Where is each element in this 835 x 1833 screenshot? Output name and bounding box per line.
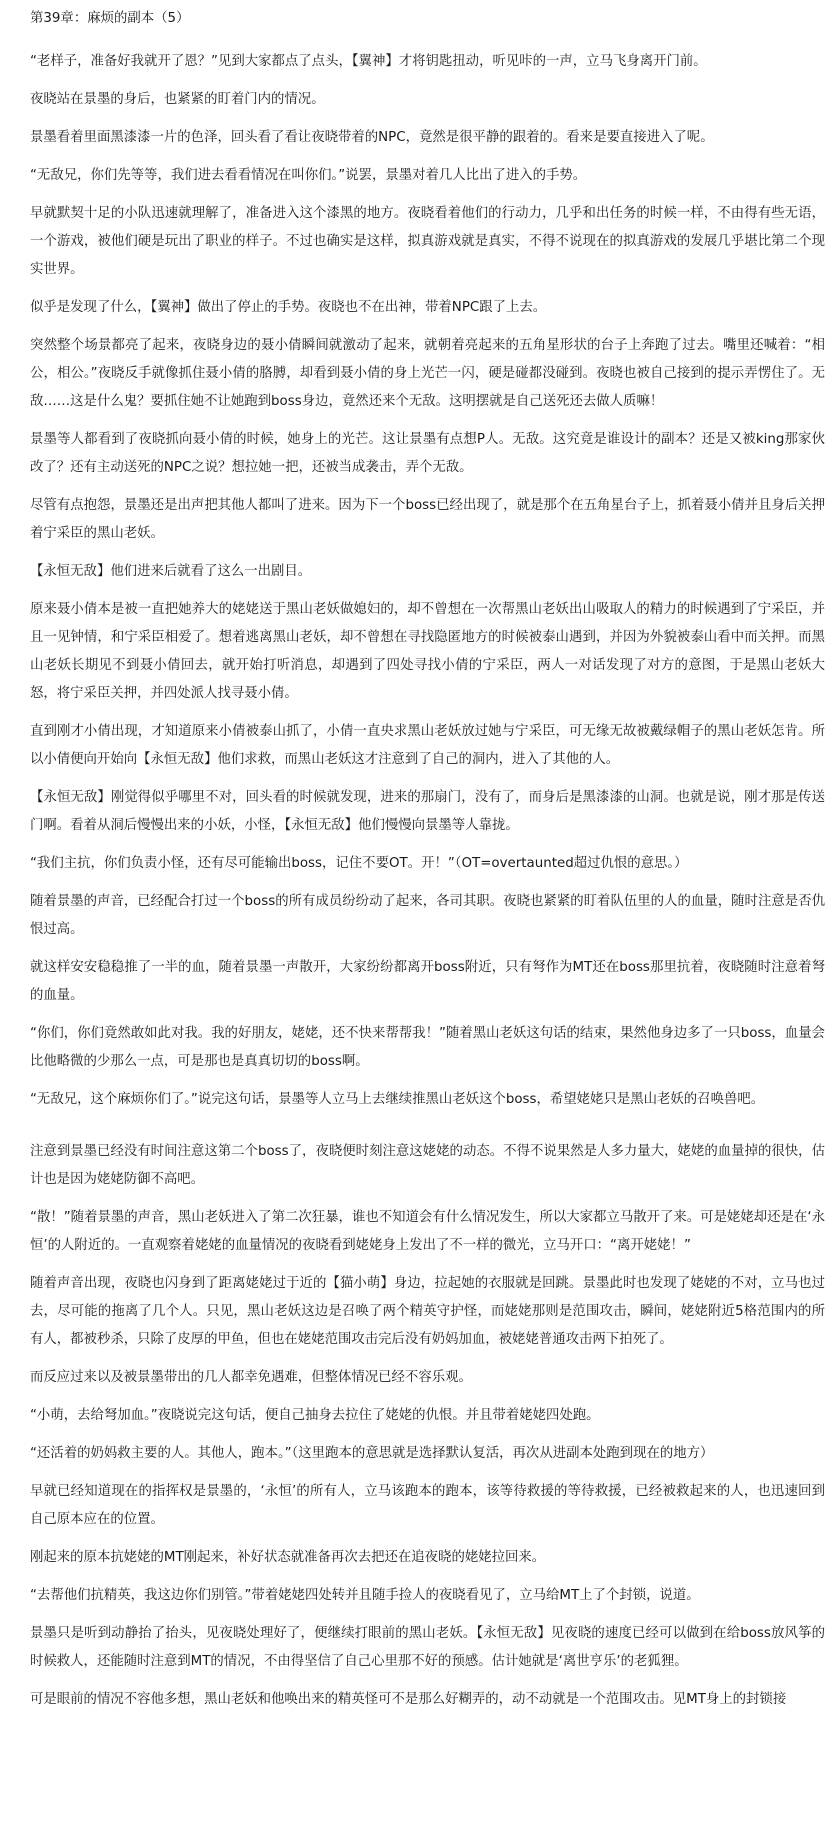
paragraph: “小萌，去给弩加血。”夜晓说完这句话，便自己抽身去拉住了姥姥的仇恨。并且带着姥姥四处跑。 bbox=[30, 1408, 600, 1423]
paragraph: 原来聂小倩本是被一直把她养大的姥姥送于黑山老妖做媳妇的，却不曾想在一次帮黑山老妖出山吸取人的精力的时候遇到了宁采臣，并且一见钟情，和宁采臣相爱了。想着逃离黑山老妖，却不曾想在寻找隐匿地方的时候被泰山遇到，并因为外貌被泰山看中而关押。而黑山老妖长期见不到聂小倩回去，就开始打听消息，却遇到了四处寻找小倩的宁采臣，两人一对话发现了对方的意图，于是黑山老妖大怒，将宁采臣关押，并四处派人找寻聂小倩。 bbox=[30, 602, 825, 701]
paragraph: 早就默契十足的小队迅速就理解了，准备进入这个漆黑的地方。夜晓看着他们的行动力，几乎和出任务的时候一样，不由得有些无语，一个游戏，被他们硬是玩出了职业的样子。不过也确实是这样，拟真游戏就是真实，不得不说现在的拟真游戏的发展几乎堪比第二个现实世界。 bbox=[30, 206, 825, 277]
paragraph: 直到刚才小倩出现，才知道原来小倩被泰山抓了，小倩一直央求黑山老妖放过她与宁采臣，可无缘无故被戴绿帽子的黑山老妖怎肯。所以小倩便向开始向【永恒无敌】他们求救，而黑山老妖这才注意到了自己的洞内，进入了其他的人。 bbox=[30, 724, 825, 767]
chapter-title: 第39章：麻烦的副本（5） bbox=[30, 11, 190, 26]
paragraph: 随着声音出现，夜晓也闪身到了距离姥姥过于近的【猫小萌】身边，拉起她的衣服就是回跳。景墨此时也发现了姥姥的不对，立马也过去，尽可能的拖离了几个人。只见，黑山老妖这边是召唤了两个精英守护怪，而姥姥那则是范围攻击，瞬间，姥姥附近5格范围内的所有人，都被秒杀，只除了皮厚的甲鱼，但也在姥姥范围攻击完后没有奶妈加血，被姥姥普通攻击两下拍死了。 bbox=[30, 1276, 825, 1347]
paragraph: “我们主抗，你们负责小怪，还有尽可能输出boss，记住不要OT。开！”（OT=overtaunted超过仇恨的意思。） bbox=[30, 856, 688, 871]
paragraph: 就这样安安稳稳推了一半的血，随着景墨一声散开，大家纷纷都离开boss附近，只有弩作为MT还在boss那里抗着，夜晓随时注意着弩的血量。 bbox=[30, 960, 825, 1003]
paragraph: “无敌兄，这个麻烦你们了。”说完这句话，景墨等人立马上去继续推黑山老妖这个boss，希望姥姥只是黑山老妖的召唤兽吧。 bbox=[30, 1092, 765, 1107]
paragraph: 夜晓站在景墨的身后，也紧紧的盯着门内的情况。 bbox=[30, 92, 325, 107]
paragraph: 【永恒无敌】他们进来后就看了这么一出剧目。 bbox=[30, 564, 312, 579]
paragraph-gap bbox=[30, 1124, 825, 1138]
paragraph: 随着景墨的声音，已经配合打过一个boss的所有成员纷纷动了起来，各司其职。夜晓也紧紧的盯着队伍里的人的血量，随时注意是否仇恨过高。 bbox=[30, 894, 825, 937]
paragraph: “散！”随着景墨的声音，黑山老妖进入了第二次狂暴，谁也不知道会有什么情况发生，所以大家都立马散开了来。可是姥姥却还是在‘永恒’的人附近的。一直观察着姥姥的血量情况的夜晓看到姥姥身上发出了不一样的微光，立马开口：“离开姥姥！” bbox=[30, 1210, 825, 1253]
paragraph: 而反应过来以及被景墨带出的几人都幸免遇难，但整体情况已经不容乐观。 bbox=[30, 1370, 472, 1385]
paragraph: “无敌兄，你们先等等，我们进去看看情况在叫你们。”说罢，景墨对着几人比出了进入的手势。 bbox=[30, 168, 587, 183]
paragraph: 注意到景墨已经没有时间注意这第二个boss了，夜晓便时刻注意这姥姥的动态。不得不说果然是人多力量大，姥姥的血量掉的很快，估计也是因为姥姥防御不高吧。 bbox=[30, 1144, 825, 1187]
paragraph: 景墨只是听到动静抬了抬头，见夜晓处理好了，便继续打眼前的黑山老妖。【永恒无敌】见夜晓的速度已经可以做到在给boss放风筝的时候救人，还能随时注意到MT的情况，不由得坚信了自己心里那不好的预感。估计她就是‘离世亨乐’的老狐狸。 bbox=[30, 1626, 825, 1669]
paragraph: “去帮他们抗精英，我这边你们别管。”带着姥姥四处转并且随手捡人的夜晓看见了，立马给MT上了个封锁，说道。 bbox=[30, 1588, 700, 1603]
paragraph: “老样子，准备好我就开了恩？”见到大家都点了点头，【翼神】才将钥匙扭动，听见咔的一声，立马飞身离开门前。 bbox=[30, 54, 707, 69]
paragraph: 突然整个场景都亮了起来，夜晓身边的聂小倩瞬间就激动了起来，就朝着亮起来的五角星形状的台子上奔跑了过去。嘴里还喊着：“相公，相公。”夜晓反手就像抓住聂小倩的胳膊，却看到聂小倩的身上光芒一闪，硬是碰都没碰到。夜晓也被自己接到的提示弄愣住了。无敌……这是什么鬼？要抓住她不让她跑到boss身边，竟然还来个无敌。这明摆就是自己送死还去做人质嘛！ bbox=[30, 338, 825, 409]
paragraph: 刚起来的原本抗姥姥的MT刚起来，补好状态就准备再次去把还在追夜晓的姥姥拉回来。 bbox=[30, 1550, 546, 1565]
paragraph: 景墨看着里面黑漆漆一片的色泽，回头看了看让夜晓带着的NPC，竟然是很平静的跟着的。看来是要直接进入了呢。 bbox=[30, 130, 714, 145]
paragraph: 尽管有点抱怨，景墨还是出声把其他人都叫了进来。因为下一个boss已经出现了，就是那个在五角星台子上，抓着聂小倩并且身后关押着宁采臣的黑山老妖。 bbox=[30, 498, 825, 541]
paragraph: 似乎是发现了什么，【翼神】做出了停止的手势。夜晓也不在出神，带着NPC跟了上去。 bbox=[30, 300, 547, 315]
paragraph: “还活着的奶妈救主要的人。其他人，跑本。”（这里跑本的意思就是选择默认复活，再次从进副本处跑到现在的地方） bbox=[30, 1446, 714, 1461]
paragraph: 【永恒无敌】刚觉得似乎哪里不对，回头看的时候就发现，进来的那扇门，没有了，而身后是黑漆漆的山洞。也就是说，刚才那是传送门啊。看着从洞后慢慢出来的小妖，小怪，【永恒无敌】他们慢慢向景墨等人靠拢。 bbox=[30, 790, 825, 833]
paragraph: “你们，你们竟然敢如此对我。我的好朋友，姥姥，还不快来帮帮我！”随着黑山老妖这句话的结束，果然他身边多了一只boss，血量会比他略微的少那么一点，可是那也是真真切切的boss啊。 bbox=[30, 1026, 825, 1069]
paragraph: 早就已经知道现在的指挥权是景墨的，‘永恒’的所有人，立马该跑本的跑本，该等待救援的等待救援，已经被救起来的人，也迅速回到自己原本应在的位置。 bbox=[30, 1484, 825, 1527]
paragraph: 景墨等人都看到了夜晓抓向聂小倩的时候，她身上的光芒。这让景墨有点想P人。无敌。这究竟是谁设计的副本？还是又被king那家伙改了？还有主动送死的NPC之说？想拉她一把，还被当成袭击，弄个无敌。 bbox=[30, 432, 825, 475]
paragraph: 可是眼前的情况不容他多想，黑山老妖和他唤出来的精英怪可不是那么好糊弄的，动不动就是一个范围攻击。见MT身上的封锁接 bbox=[30, 1692, 787, 1707]
